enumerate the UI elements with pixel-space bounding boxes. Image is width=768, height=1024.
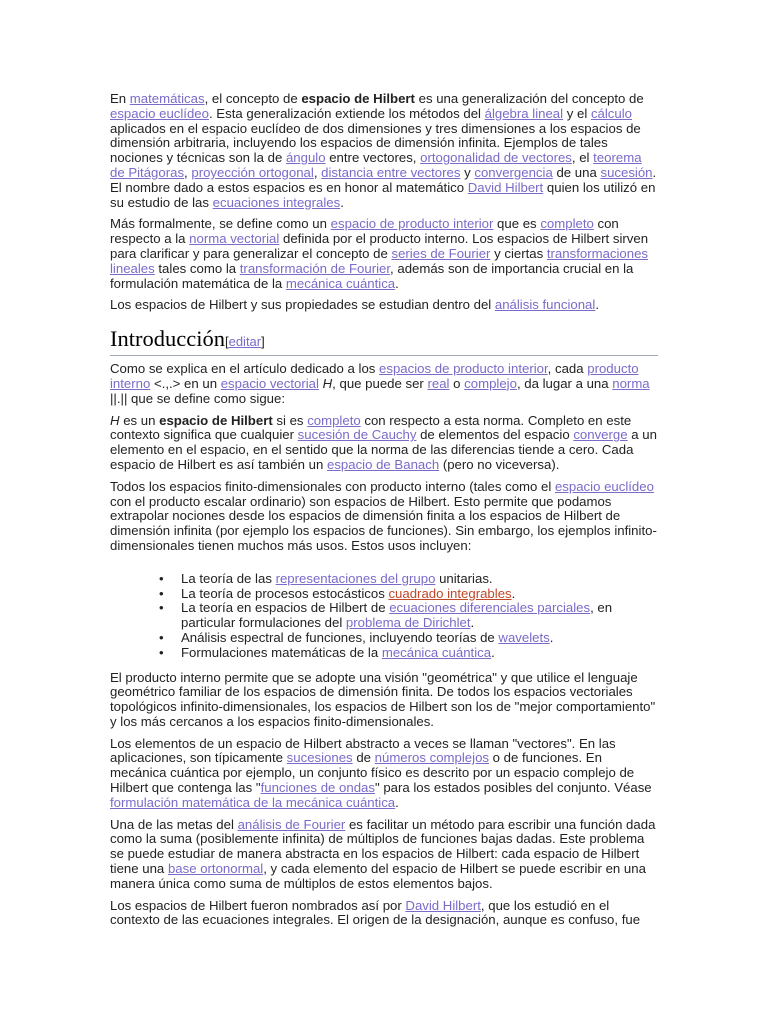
text: Análisis espectral de funciones, incluyendo teorías de: [181, 629, 499, 645]
link-calculo[interactable]: cálculo: [590, 105, 632, 121]
text: , y cada elemento del espacio de Hilbert se puede escribir en una manera única como suma de múltiplos de estos elementos bajos.: [110, 861, 646, 891]
text: y ciertas: [490, 245, 547, 261]
link-sucesion[interactable]: sucesión: [600, 164, 653, 180]
link-espacio-producto-interior[interactable]: espacio de producto interior: [330, 216, 494, 232]
text: Como se explica en el artículo dedicado a los: [110, 361, 380, 377]
text: <.,.> en un: [150, 375, 221, 391]
text: o de funciones. En mecánica cuántica por ejemplo, un conjunto físico es descrito por un espacio complejo de Hilbert que contenga las ": [110, 750, 635, 796]
text: .: [340, 194, 344, 210]
text: con respecto a esta norma. Completo en este contexto significa que cualquier: [110, 412, 632, 443]
link-mecanica-cuantica[interactable]: mecánica cuántica: [381, 644, 492, 660]
text: Formulaciones matemáticas de la: [181, 644, 382, 660]
link-distancia-vectores[interactable]: distancia entre vectores: [321, 164, 461, 180]
link-espacio-euclideo[interactable]: espacio euclídeo: [554, 478, 654, 494]
text: Los espacios de Hilbert y sus propiedades se estudian dentro del: [110, 297, 495, 313]
link-teorema-pitagoras[interactable]: teorema de Pitágoras: [110, 150, 642, 180]
text: o: [449, 375, 465, 391]
body-paragraph-2: [110, 414, 658, 473]
text: ,: [313, 164, 322, 180]
text: entre vectores,: [325, 150, 421, 166]
section-heading: [110, 327, 658, 356]
list-item: [181, 631, 658, 646]
link-real[interactable]: real: [427, 375, 450, 391]
text: con el producto escalar ordinario) son espacios de Hilbert. Esto permite que podamos extrapolar nociones desde los espacios de dimensión finita a los espacios de Hilbert de dimensión infinita (por ejemplo los espacios de funciones). Sin embargo, los ejemplos infinito-dimensionales tienen muchos más usos. Estos usos incluyen:: [110, 493, 657, 553]
link-base-ortonormal[interactable]: base ortonormal: [167, 861, 264, 877]
link-norma[interactable]: norma: [612, 375, 650, 391]
list-item: [181, 572, 658, 587]
link-complejo[interactable]: complejo: [464, 375, 517, 391]
bracket: ]: [261, 334, 265, 350]
link-espacio-vectorial[interactable]: espacio vectorial: [220, 375, 319, 391]
text: Una de las metas del: [110, 816, 238, 832]
edit-section: [225, 334, 265, 349]
link-producto-interno[interactable]: producto interno: [110, 361, 639, 391]
text: (pero no viceversa).: [439, 456, 560, 472]
text: , que los estudió en el contexto de las ecuaciones integrales. El origen de la designación, aunque es confuso, fue: [110, 897, 641, 928]
text: Los espacios de Hilbert fueron nombrados así por: [110, 897, 406, 913]
link-ecuaciones-diferenciales[interactable]: ecuaciones diferenciales parciales: [389, 600, 591, 616]
uses-list: [110, 572, 658, 661]
intro-paragraph-1: [110, 92, 658, 210]
list-item: [181, 646, 658, 661]
bold-term-espacio-hilbert: espacio de Hilbert: [159, 412, 273, 428]
link-analisis-funcional[interactable]: análisis funcional: [494, 297, 596, 313]
text: . El nombre dado a estos espacios es en honor al matemático: [110, 164, 657, 195]
text: es una generalización del concepto de: [414, 91, 644, 106]
link-funciones-ondas[interactable]: funciones de ondas: [260, 780, 375, 796]
text: Los elementos de un espacio de Hilbert abstracto a veces se llaman "vectores". En las aplicaciones, son típicamente: [110, 735, 616, 766]
link-completo[interactable]: completo: [540, 216, 594, 232]
text: aplicados en el espacio euclídeo de dos dimensiones y tres dimensiones a los espacios de dimensión arbitraria, incluyendo los espacios de dimensión infinita. Ejemplos de tales nociones y técnicas son la de: [110, 120, 641, 166]
text: que es: [493, 216, 541, 232]
text: , que puede ser: [332, 375, 428, 391]
link-problema-dirichlet[interactable]: problema de Dirichlet: [345, 615, 471, 631]
text: y el: [563, 105, 591, 121]
link-espacios-producto-interior[interactable]: espacios de producto interior: [379, 361, 548, 377]
text: .: [395, 794, 399, 810]
list-item: [181, 587, 658, 602]
text: a un elemento en el espacio, en el sentido que la norma de las diferencias tiende a cero. Cada espacio de Hilbert es así también un: [110, 427, 657, 472]
text: quien los utilizó en su estudio de las: [110, 179, 656, 210]
italic-h: H: [322, 375, 333, 391]
text: Más formalmente, se define como un: [110, 216, 331, 232]
link-series-fourier[interactable]: series de Fourier: [391, 245, 491, 261]
body-paragraph-6: [110, 818, 658, 892]
article-content: [110, 92, 658, 935]
text: es un: [119, 412, 160, 428]
link-david-hilbert[interactable]: David Hilbert: [405, 897, 481, 913]
text: La teoría de las: [181, 570, 276, 586]
link-convergencia[interactable]: convergencia: [474, 164, 553, 180]
text: .: [395, 275, 399, 291]
link-mecanica-cuantica[interactable]: mecánica cuántica: [285, 275, 396, 291]
intro-paragraph-2: [110, 217, 658, 291]
text: " para los estados posibles del conjunto. Véase: [374, 780, 652, 796]
text: En: [110, 91, 130, 106]
link-espacio-banach[interactable]: espacio de Banach: [326, 456, 440, 472]
text: tales como la: [154, 260, 240, 276]
bracket: [: [224, 334, 229, 350]
text: con respecto a la: [110, 216, 619, 247]
text: .: [595, 297, 599, 313]
text: La teoría en espacios de Hilbert de: [181, 600, 390, 616]
text: definida por el producto interno. Los espacios de Hilbert sirven para clarificar y para generalizar el concepto de: [110, 231, 649, 261]
text: Todos los espacios finito-dimensionales con producto interno (tales como el: [110, 478, 555, 494]
text: , cada: [547, 361, 588, 377]
text: , el concepto de: [204, 91, 302, 106]
intro-paragraph-3: [110, 298, 658, 313]
body-paragraph-7: [110, 899, 658, 929]
text: y: [460, 164, 475, 180]
link-david-hilbert[interactable]: David Hilbert: [467, 179, 544, 195]
link-sucesion-cauchy[interactable]: sucesión de Cauchy: [297, 427, 417, 443]
link-wavelets[interactable]: wavelets: [498, 629, 550, 645]
text: El producto interno permite que se adopte una visión "geométrica" y que utilice el lenguaje geométrico familiar de los espacios de dimensión finita. De todos los espacios vectoriales topológicos infinito-dimensionales, los espacios de Hilbert son los de "mejor comportamiento" y los más cercanos a los espacios finito-dimensionales.: [110, 669, 656, 729]
link-formulacion-mecanica-cuantica[interactable]: formulación matemática de la mecánica cuántica: [110, 794, 396, 810]
text: es facilitar un método para escribir una función dada como la suma (posiblemente infinita) de múltiplos de funciones bajas dadas. Este problema se puede estudiar de manera abstracta en los espacios de Hilbert: cada espacio de Hilbert tiene una: [110, 816, 656, 877]
link-ortogonalidad[interactable]: ortogonalidad de vectores: [420, 150, 572, 166]
body-paragraph-5: [110, 737, 658, 811]
body-paragraph-1: [110, 362, 658, 406]
text: de una: [552, 164, 601, 180]
link-representaciones-grupo[interactable]: representaciones del grupo: [275, 570, 436, 586]
text: si es: [272, 412, 308, 428]
link-transformacion-fourier[interactable]: transformación de Fourier: [239, 260, 391, 276]
link-angulo[interactable]: ángulo: [285, 150, 326, 166]
text: .: [511, 585, 516, 601]
text: .: [491, 644, 495, 660]
text: .: [470, 615, 475, 631]
link-sucesiones[interactable]: sucesiones: [286, 750, 353, 766]
section-title: Introducción: [110, 326, 225, 352]
text: .: [549, 629, 554, 645]
link-analisis-fourier[interactable]: análisis de Fourier: [237, 816, 346, 832]
link-matematicas[interactable]: matemáticas: [129, 91, 205, 106]
text: unitarias.: [435, 570, 493, 586]
link-completo[interactable]: completo: [307, 412, 361, 428]
link-transformaciones-lineales[interactable]: transformaciones lineales: [110, 245, 649, 276]
text: , da lugar a una: [516, 375, 613, 391]
text: de: [352, 750, 375, 766]
text: . Esta generalización extiende los métodos del: [208, 105, 485, 121]
link-converge[interactable]: converge: [573, 427, 628, 443]
link-proyeccion-ortogonal[interactable]: proyección ortogonal: [191, 164, 314, 180]
link-ecuaciones-integrales[interactable]: ecuaciones integrales: [212, 194, 341, 210]
edit-link[interactable]: editar: [228, 334, 262, 350]
body-paragraph-3: [110, 480, 658, 554]
link-cuadrado-integrables[interactable]: cuadrado integrables: [388, 585, 512, 601]
link-numeros-complejos[interactable]: números complejos: [374, 750, 489, 766]
text: , además son de importancia crucial en la formulación matemática de la: [110, 260, 634, 291]
body-paragraph-4: [110, 671, 658, 730]
link-algebra-lineal[interactable]: álgebra lineal: [484, 105, 564, 121]
text: , el: [571, 150, 594, 166]
text: La teoría de procesos estocásticos: [181, 585, 389, 601]
text: ||.|| que se define como sigue:: [110, 390, 285, 406]
text: de elementos del espacio: [416, 427, 574, 443]
italic-h: H: [110, 412, 120, 428]
text: ,: [184, 164, 192, 180]
text: , en particular formulaciones del: [181, 600, 613, 631]
bold-term-espacio-hilbert: espacio de Hilbert: [301, 91, 415, 106]
link-espacio-euclideo[interactable]: espacio euclídeo: [110, 105, 209, 121]
list-item: [181, 601, 658, 631]
link-norma-vectorial[interactable]: norma vectorial: [189, 231, 280, 247]
